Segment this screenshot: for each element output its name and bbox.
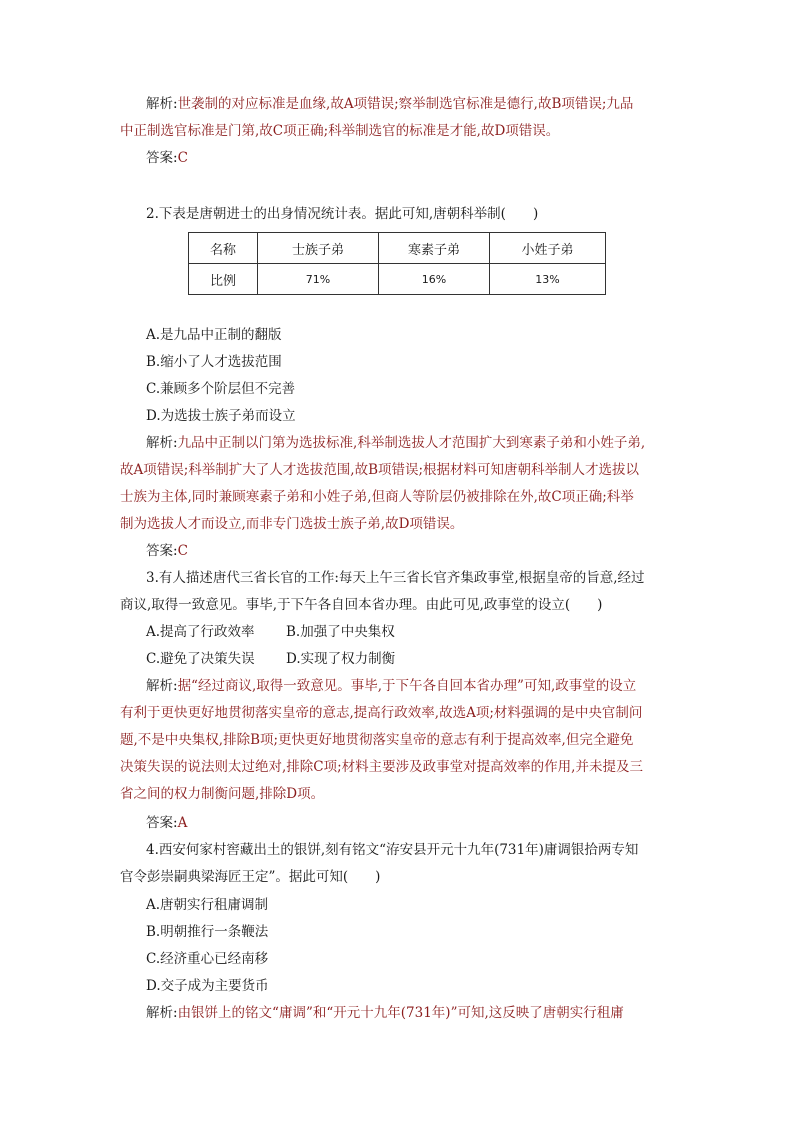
q4-option-d: D.交子成为主要货币 bbox=[146, 978, 269, 994]
q3-option-d: D.实现了权力制衡 bbox=[286, 651, 396, 667]
q4-option-a: A.唐朝实行租庸调制 bbox=[146, 897, 269, 913]
table-cell: 71% bbox=[258, 264, 379, 295]
analysis-label: 解析: bbox=[146, 96, 178, 112]
q4-stem-line-2: 官令彭崇嗣典梁海匠王定”。据此可知( ) bbox=[120, 869, 381, 885]
q2-option-d: D.为选拔士族子弟而设立 bbox=[146, 408, 296, 424]
q1-analysis-line-1: 解析:世袭制的对应标准是血缘,故A项错误;察举制选官标准是德行,故B项错误;九品 bbox=[146, 96, 634, 112]
q1-analysis-line-2: 中正制选官标准是门第,故C项正确;科举制选官的标准是才能,故D项错误。 bbox=[120, 123, 560, 139]
q3-options-row-2 bbox=[146, 649, 706, 669]
q3-analysis-line-1: 解析:据“经过商议,取得一致意见。事毕,于下午各自回本省办理”可知,政事堂的设立 bbox=[146, 678, 637, 694]
table-header-cell: 寒素子弟 bbox=[379, 233, 490, 264]
q3-options-row-1 bbox=[146, 622, 706, 642]
table-header-cell: 士族子弟 bbox=[258, 233, 379, 264]
table-header-row bbox=[189, 233, 606, 264]
q1-answer: 答案:C bbox=[146, 150, 188, 166]
q3-option-b: B.加强了中央集权 bbox=[286, 624, 395, 640]
q3-answer: 答案:A bbox=[146, 815, 188, 831]
q3-stem-line-2: 商议,取得一致意见。事毕,于下午各自回本省办理。由此可见,政事堂的设立( ) bbox=[120, 597, 603, 613]
q2-option-c: C.兼顾多个阶层但不完善 bbox=[146, 381, 296, 397]
q2-analysis-line-3: 士族为主体,同时兼顾寒素子弟和小姓子弟,但商人等阶层仍被排除在外,故C项正确;科举 bbox=[120, 489, 634, 505]
q2-analysis-line-2: 故A项错误;科举制扩大了人才选拔范围,故B项错误;根据材料可知唐朝科举制人才选拔以 bbox=[120, 462, 640, 478]
q3-option-a: A.提高了行政效率 bbox=[146, 624, 255, 640]
table-header-cell: 小姓子弟 bbox=[490, 233, 606, 264]
table-row bbox=[189, 264, 606, 295]
table-cell: 13% bbox=[490, 264, 606, 295]
q3-analysis-line-3: 题,不是中央集权,排除B项;更快更好地贯彻落实皇帝的意志有利于提高效率,但完全避免 bbox=[120, 732, 634, 748]
table-header-cell: 名称 bbox=[189, 233, 258, 264]
q3-stem-line-1: 3.有人描述唐代三省长官的工作:每天上午三省长官齐集政事堂,根据皇帝的旨意,经过 bbox=[146, 570, 645, 586]
q2-stem: 2.下表是唐朝进士的出身情况统计表。据此可知,唐朝科举制( ) bbox=[146, 206, 539, 222]
q2-answer: 答案:C bbox=[146, 543, 188, 559]
q3-analysis-line-4: 决策失误的说法则太过绝对,排除C项;材料主要涉及政事堂对提高效率的作用,并未提及三 bbox=[120, 759, 643, 775]
q3-analysis-line-5: 省之间的权力制衡问题,排除D项。 bbox=[120, 786, 325, 802]
q4-analysis-line-1: 解析:由银饼上的铭文“庸调”和“开元十九年(731年)”可知,这反映了唐朝实行租庸 bbox=[146, 1005, 624, 1021]
q2-analysis-line-4: 制为选拔人才而设立,而非专门选拔士族子弟,故D项错误。 bbox=[120, 516, 464, 532]
q4-option-b: B.明朝推行一条鞭法 bbox=[146, 924, 269, 940]
q2-analysis-line-1: 解析:九品中正制以门第为选拔标准,科举制选拔人才范围扩大到寒素子弟和小姓子弟, bbox=[146, 435, 646, 451]
q4-stem-line-1: 4.西安何家村窖藏出土的银饼,刻有铭文“洊安县开元十九年(731年)庸调银拾两专知 bbox=[146, 842, 639, 858]
table-cell: 16% bbox=[379, 264, 490, 295]
q4-option-c: C.经济重心已经南移 bbox=[146, 951, 269, 967]
q3-option-c: C.避免了决策失误 bbox=[146, 651, 255, 667]
q2-option-b: B.缩小了人才选拔范围 bbox=[146, 354, 282, 370]
q3-analysis-line-2: 有利于更快更好地贯彻落实皇帝的意志,提高行政效率,故选A项;材料强调的是中央官制问 bbox=[120, 705, 643, 721]
q2-stats-table bbox=[188, 232, 606, 295]
table-cell: 比例 bbox=[189, 264, 258, 295]
q2-option-a: A.是九品中正制的翻版 bbox=[146, 327, 282, 343]
